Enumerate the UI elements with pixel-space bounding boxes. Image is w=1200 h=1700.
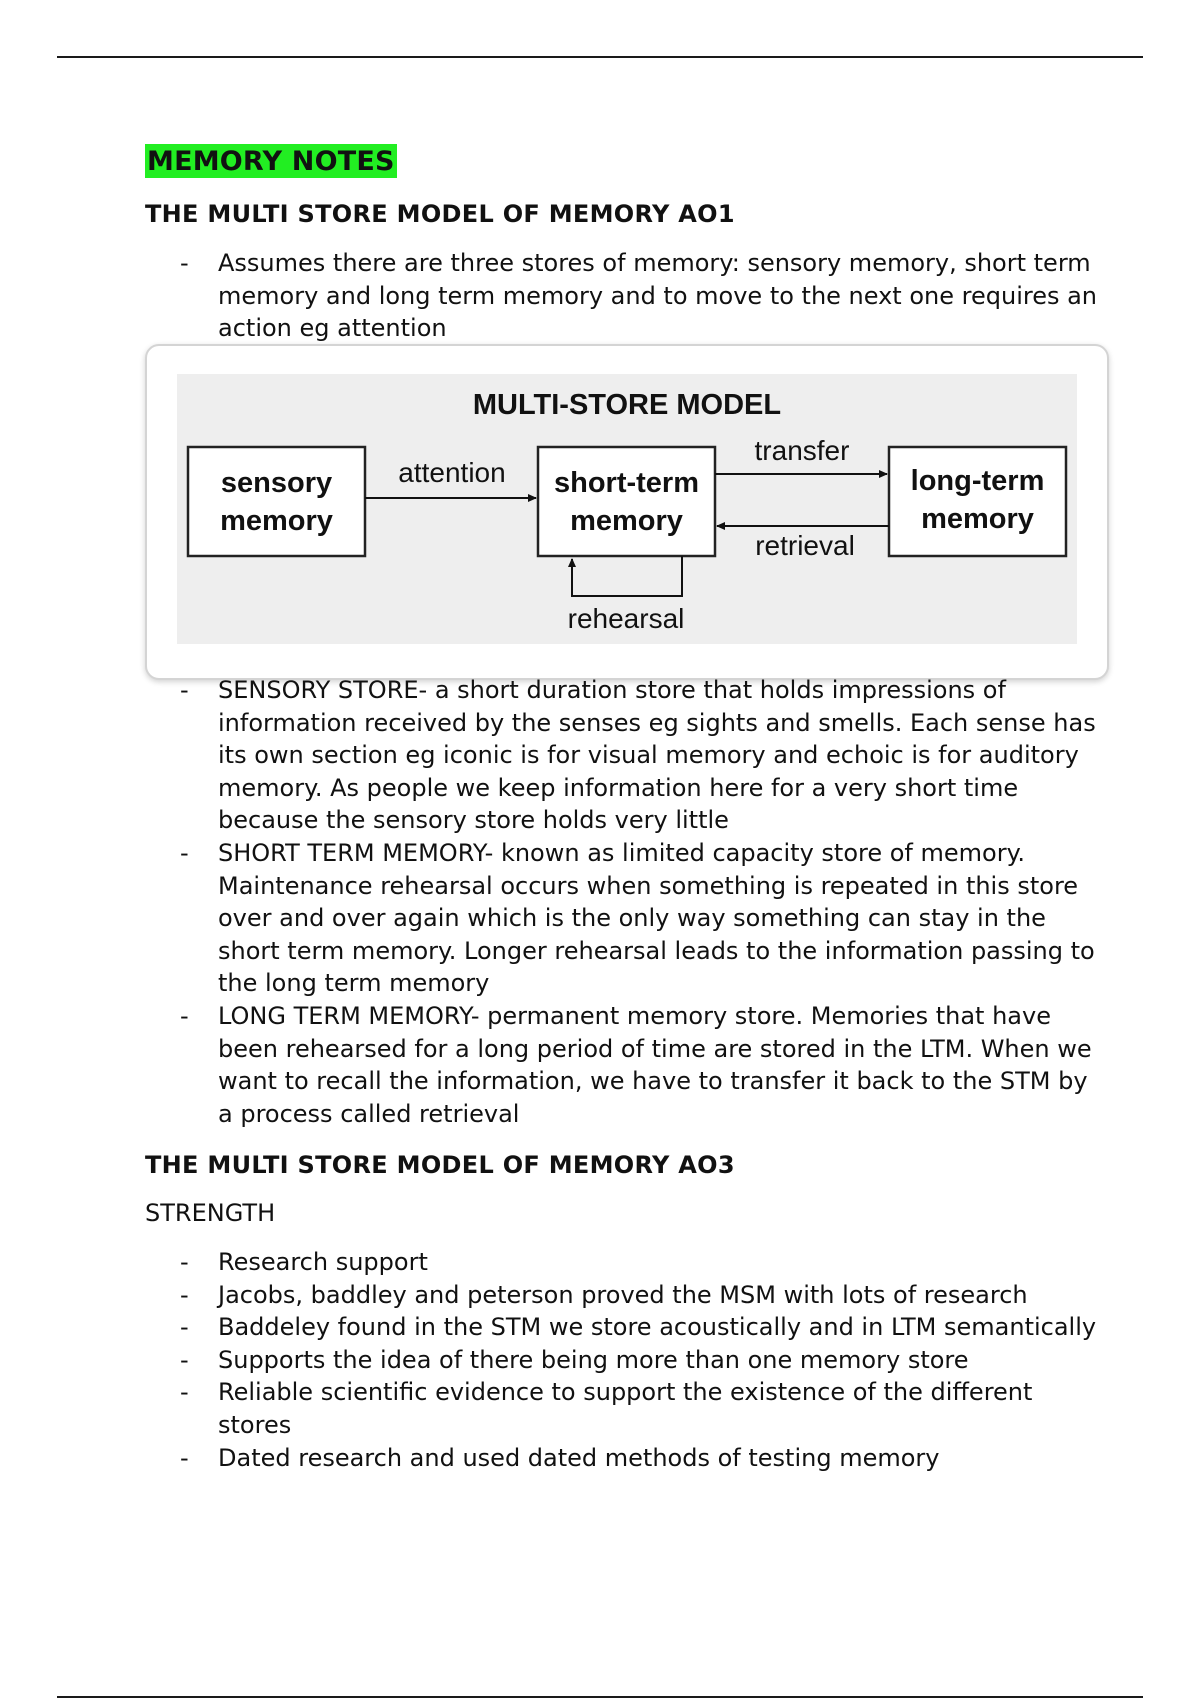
section-heading-ao1: THE MULTI STORE MODEL OF MEMORY AO1 [145,200,735,228]
dash-bullet: - [180,1313,189,1342]
diagram-title: MULTI-STORE MODEL [472,389,782,421]
long-term-label-line2: memory [921,503,1034,535]
short-term-label-line2: memory [570,505,683,537]
dash-bullet: - [180,249,189,277]
list-item [145,837,1105,1000]
long-term-label-line1: long-term [910,465,1045,497]
ao3-point-text: Jacobs, baddley and peterson proved the MSM with lots of research [218,1280,1028,1309]
rehearsal-label: rehearsal [567,603,685,634]
ao3-point-text: Supports the idea of there being more than one memory store [218,1345,969,1374]
short-term-memory-text: SHORT TERM MEMORY- known as limited capacity store of memory. Maintenance rehearsal occurs when something is repeated in this store over and over again which is the only way something can stay in the short term memory. Longer rehearsal leads to the information passing to the long term memory [218,838,1095,998]
multi-store-model-diagram [145,344,1109,680]
long-term-memory-text: LONG TERM MEMORY- permanent memory store. Memories that have been rehearsed for a long period of time are stored in the LTM. When we want to recall the information, we have to transfer it back to the STM by a process called retrieval [218,1001,1092,1128]
list-item [145,247,1105,345]
intro-list [145,247,1105,345]
short-term-memory-box [538,447,715,556]
ao3-points-list [145,1246,1105,1474]
intro-text: Assumes there are three stores of memory: sensory memory, short term memory and long term memory and to move to the next one requires an action eg attention [218,249,1098,343]
strength-subheading: STRENGTH [145,1199,276,1227]
top-rule [57,56,1143,58]
list-item [145,1000,1105,1130]
sensory-label-line2: memory [220,505,333,537]
attention-label: attention [398,457,506,488]
list-item [145,1442,1105,1475]
ao1-points-list [145,674,1105,1130]
list-item [145,1376,1105,1441]
dash-bullet: - [180,838,189,867]
dash-bullet: - [180,1001,189,1030]
sensory-memory-box [188,447,365,556]
dash-bullet: - [180,676,189,704]
transfer-label: transfer [754,435,850,466]
list-item [145,1279,1105,1312]
bottom-rule [57,1696,1143,1698]
sensory-store-text: SENSORY STORE- a short duration store that holds impressions of information received by the senses eg sights and smells. Each sense has its own section eg iconic is for visual memory and echoic is for auditory memory. As people we keep information here for a very short time because the sensory store holds very little [218,676,1096,835]
document-title: MEMORY NOTES [147,146,395,177]
dash-bullet: - [180,1345,189,1374]
sensory-label-line1: sensory [220,467,333,499]
section-heading-ao3: THE MULTI STORE MODEL OF MEMORY AO3 [145,1151,735,1179]
long-term-memory-box [889,447,1066,556]
list-item [145,1344,1105,1377]
list-item [145,674,1105,837]
list-item [145,1246,1105,1279]
dash-bullet: - [180,1443,189,1472]
dash-bullet: - [180,1248,189,1276]
list-item [145,1311,1105,1344]
ao3-point-text: Dated research and used dated methods of testing memory [218,1443,940,1472]
ao3-point-text: Research support [218,1248,428,1276]
ao3-point-text: Reliable scientific evidence to support the existence of the different stores [218,1378,1033,1439]
short-term-label-line1: short-term [553,467,700,499]
ao3-point-text: Baddeley found in the STM we store acoustically and in LTM semantically [218,1313,1097,1342]
dash-bullet: - [180,1280,189,1309]
diagram-canvas [147,346,1107,678]
retrieval-label: retrieval [755,530,855,561]
dash-bullet: - [180,1378,189,1407]
